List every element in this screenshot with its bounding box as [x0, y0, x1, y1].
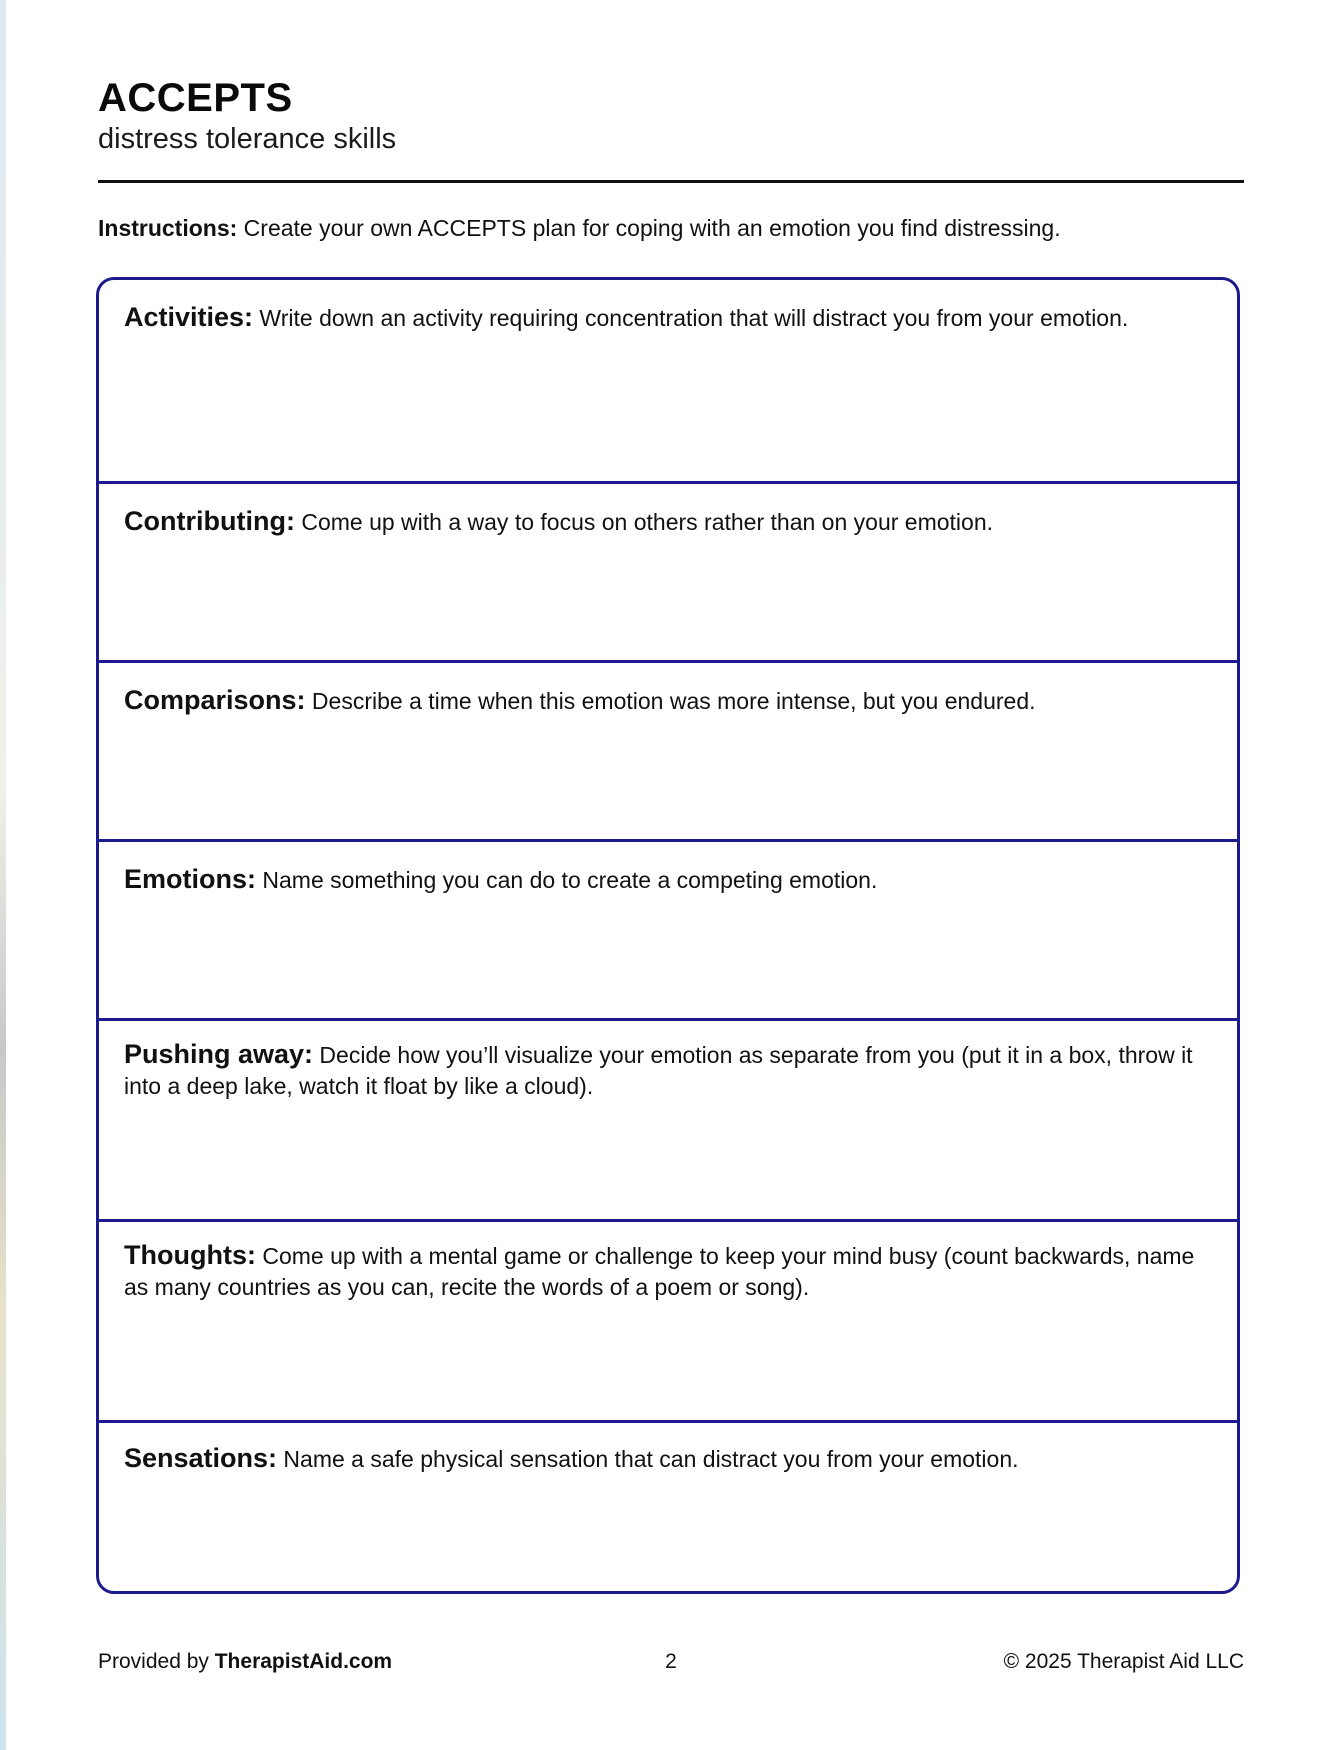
section-prompt: Name a safe physical sensation that can distract you from your emotion. [277, 1446, 1019, 1472]
worksheet-page [98, 0, 1244, 1750]
section-thoughts[interactable] [99, 1222, 1237, 1423]
section-heading: Sensations: [124, 1443, 278, 1473]
section-prompt: Come up with a mental game or challenge to keep your mind busy (count backwards, name as many countries as you can, recite the words of a poem or song). [124, 1243, 1195, 1300]
instructions-label: Instructions: [98, 215, 238, 241]
section-prompt: Decide how you’ll visualize your emotion as separate from you (put it in a box, throw it into a deep lake, watch it float by like a cloud). [124, 1042, 1193, 1099]
page-edge-shadow [0, 0, 6, 1750]
section-heading: Activities: [124, 302, 254, 332]
section-heading: Pushing away: [124, 1039, 314, 1069]
page-title: ACCEPTS [98, 76, 293, 120]
footer-site-link[interactable]: TherapistAid.com [214, 1650, 393, 1673]
section-heading: Thoughts: [124, 1240, 256, 1270]
section-heading: Contributing: [124, 506, 295, 536]
section-comparisons[interactable] [99, 663, 1237, 842]
instructions-text: Create your own ACCEPTS plan for coping with an emotion you find distressing. [237, 215, 1061, 241]
section-prompt: Name something you can do to create a competing emotion. [256, 867, 878, 893]
footer-copyright: © 2025 Therapist Aid LLC [1003, 1650, 1244, 1673]
section-prompt: Write down an activity requiring concentration that will distract you from your emotion. [253, 305, 1129, 331]
section-activities[interactable] [99, 280, 1237, 484]
section-sensations[interactable] [99, 1423, 1237, 1594]
page-number: 2 [665, 1650, 677, 1673]
instructions [98, 215, 1061, 242]
section-emotions[interactable] [99, 842, 1237, 1021]
section-contributing[interactable] [99, 484, 1237, 663]
section-prompt: Come up with a way to focus on others rather than on your emotion. [294, 509, 993, 535]
page-subtitle: distress tolerance skills [98, 123, 397, 155]
accepts-plan-box [96, 277, 1240, 1594]
footer-provided-prefix: Provided by [98, 1650, 215, 1673]
header-divider [98, 180, 1244, 183]
section-pushing-away[interactable] [99, 1021, 1237, 1222]
section-prompt: Describe a time when this emotion was more intense, but you endured. [305, 688, 1036, 714]
section-heading: Comparisons: [124, 685, 306, 715]
section-heading: Emotions: [124, 864, 256, 894]
